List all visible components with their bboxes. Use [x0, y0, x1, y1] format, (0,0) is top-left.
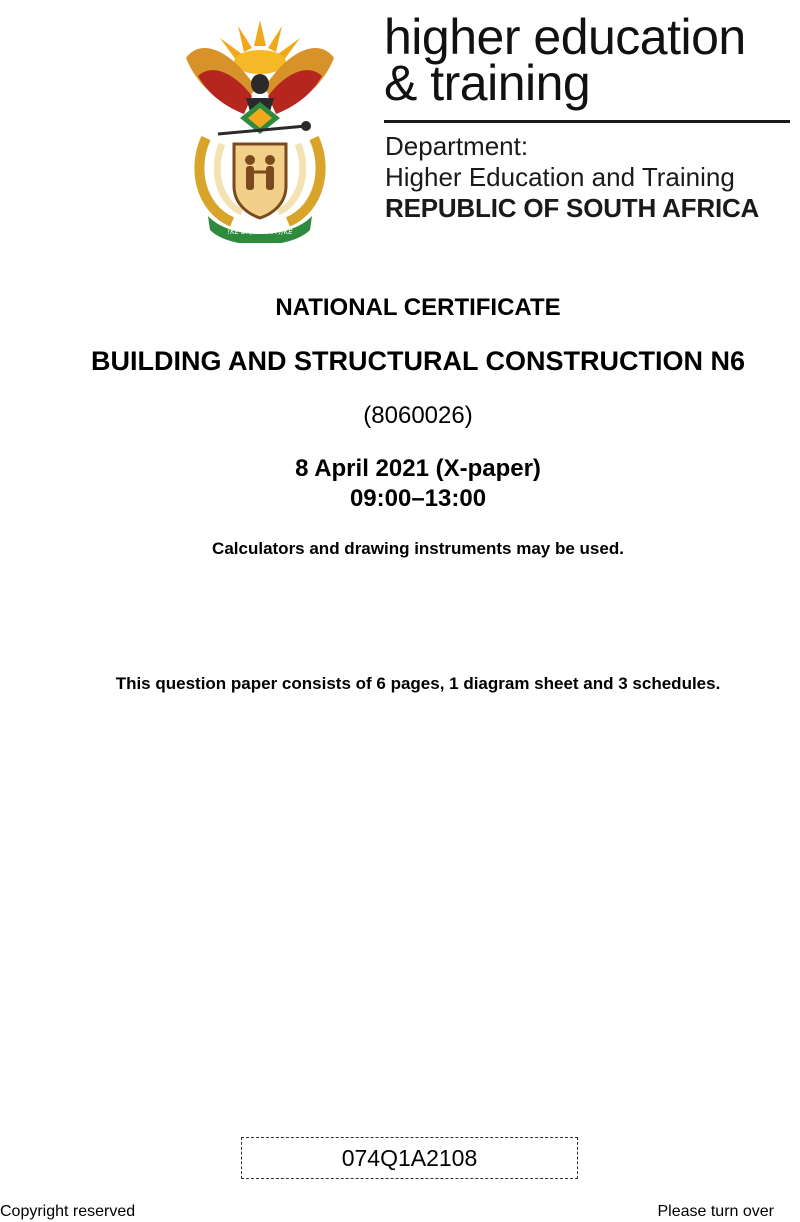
footer-turn-over: Please turn over [657, 1203, 774, 1220]
coat-of-arms-icon [180, 18, 340, 243]
crest-motto: !KE E: /XARRA //KE [227, 228, 293, 236]
brand-line-2: & training [384, 55, 591, 111]
footer-copyright: Copyright reserved [0, 1203, 136, 1220]
exam-time: 09:00–13:00 [349, 485, 487, 512]
country-name: REPUBLIC OF SOUTH AFRICA [385, 193, 760, 223]
certificate-title: NATIONAL CERTIFICATE [275, 294, 561, 321]
paper-code: 074Q1A2108 [341, 1144, 478, 1171]
paper-code-box [241, 1137, 578, 1179]
calculator-instruction: Calculators and drawing instruments may be used. [212, 539, 624, 558]
department-label: Department: [385, 131, 529, 161]
subject-title: BUILDING AND STRUCTURAL CONSTRUCTION N6 [91, 346, 745, 376]
department-name: Higher Education and Training [385, 162, 735, 192]
subject-code: (8060026) [363, 402, 473, 429]
exam-date: 8 April 2021 (X-paper) [295, 455, 541, 482]
brand-divider [384, 120, 790, 123]
brand-line-1: higher education [384, 9, 746, 65]
page-count-note: This question paper consists of 6 pages, 1 diagram sheet and 3 schedules. [115, 674, 721, 693]
department-block [385, 131, 759, 224]
brand-title [384, 9, 746, 111]
